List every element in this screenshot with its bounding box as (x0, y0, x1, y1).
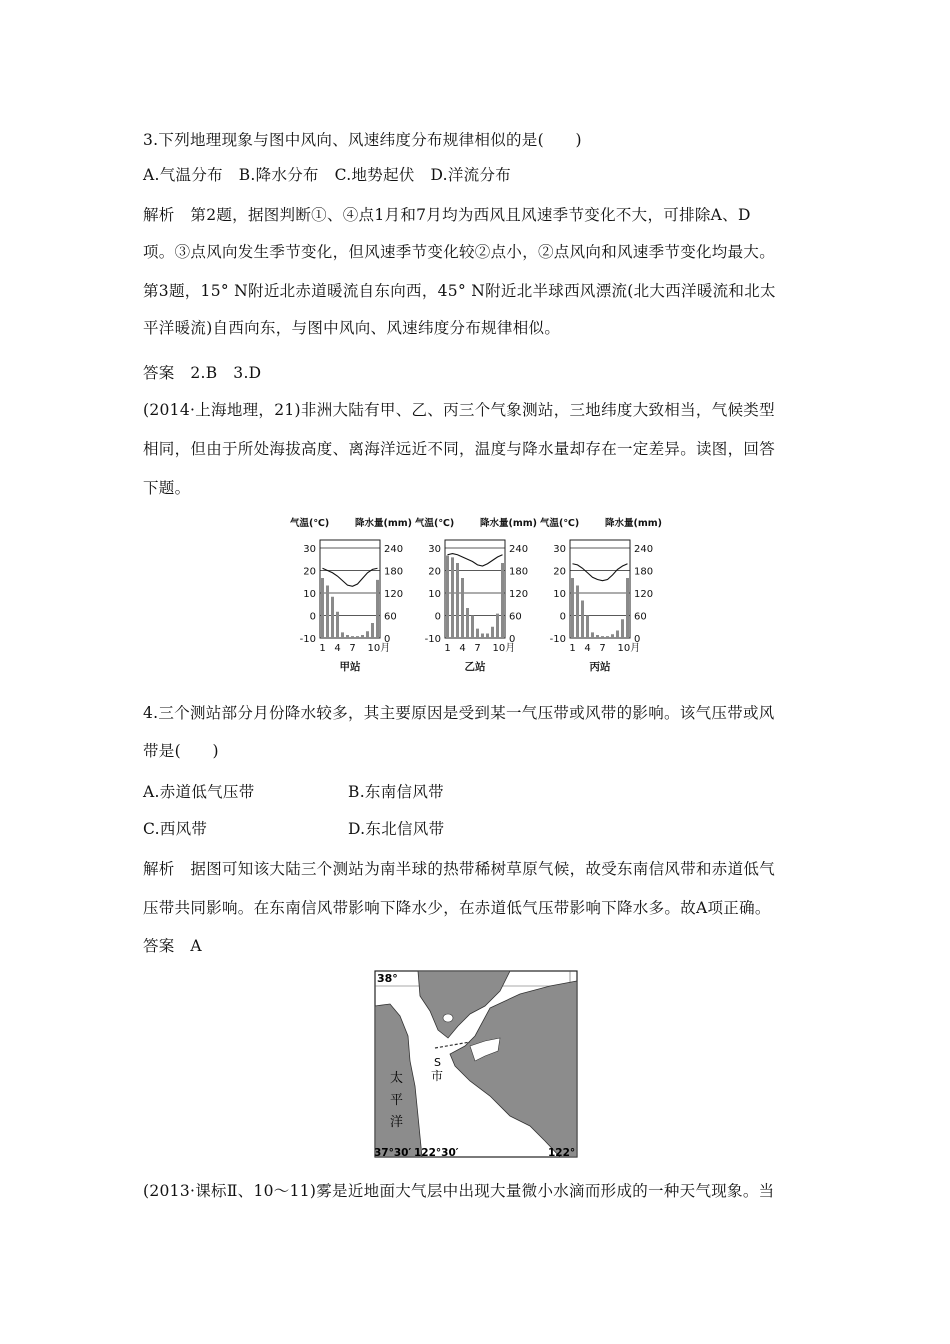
chart-bar-0-4 (341, 632, 344, 638)
chart-bar-0-6 (351, 636, 354, 638)
chart-bar-2-3 (586, 616, 589, 639)
chart-x-tick-0-0: 1 (319, 643, 326, 654)
chart-bar-0-3 (336, 612, 339, 638)
chart-bar-2-8 (611, 634, 614, 638)
climate-charts (280, 510, 680, 680)
chart-bar-1-4 (466, 608, 469, 638)
analysis1-line2: 项。③点风向发生季节变化，但风速季节变化较②点小，②点风向和风速季节变化均最大。 (143, 243, 776, 261)
answer1: 答案 2.B 3.D (143, 364, 262, 382)
chart-right-tick-2-1: 180 (634, 566, 654, 578)
chart-left-tick-2-1: 20 (553, 566, 566, 578)
chart-right-tick-1-3: 60 (509, 611, 522, 623)
chart-x-tick-2-3: 10月 (617, 643, 641, 654)
chart-temp-line-2 (573, 564, 628, 581)
chart-bar-0-7 (356, 636, 359, 638)
chart-bar-0-9 (366, 631, 369, 638)
chart-left-tick-1-4: -10 (424, 634, 441, 645)
chart-left-tick-0-0: 30 (303, 544, 316, 555)
chart-right-tick-2-4: 0 (634, 634, 641, 645)
chart-title-0: 甲站 (339, 661, 361, 673)
chart-left-axis-label-1: 气温(℃) (415, 518, 455, 529)
chart-right-tick-0-1: 180 (384, 566, 404, 578)
answer2: 答案 A (143, 937, 202, 955)
analysis1-line1: 解析 第2题，据图判断①、④点1月和7月均为西风且风速季节变化不大，可排除A、D (143, 206, 751, 224)
chart-right-tick-1-4: 0 (509, 634, 516, 645)
chart-bar-2-4 (591, 632, 594, 638)
chart-bar-0-8 (361, 635, 364, 638)
chart-right-tick-0-3: 60 (384, 611, 397, 623)
chart-left-tick-2-2: 10 (553, 589, 566, 600)
chart-left-tick-1-3: 0 (434, 611, 441, 623)
chart-bar-2-10 (621, 619, 624, 638)
chart-left-axis-label-2: 气温(℃) (540, 518, 580, 529)
chart-bar-0-11 (376, 580, 379, 638)
chart-x-tick-2-0: 1 (569, 643, 576, 654)
chart-right-tick-2-3: 60 (634, 611, 647, 623)
bay-map (370, 966, 582, 1166)
chart-x-tick-1-0: 1 (444, 643, 451, 654)
map-ocean-char-2: 平 (390, 1093, 404, 1108)
chart-bar-2-6 (601, 636, 604, 638)
chart-right-tick-0-2: 120 (384, 589, 404, 600)
chart-left-tick-2-3: 0 (559, 611, 566, 623)
q4-option-d: D.东北信风带 (348, 820, 445, 838)
chart-right-axis-label-0: 降水量(mm) (355, 518, 412, 529)
chart-right-tick-2-0: 240 (634, 544, 654, 555)
chart-title-1: 乙站 (464, 661, 486, 673)
chart-bar-1-10 (496, 614, 499, 638)
q4-stem1: 4.三个测站部分月份降水较多，其主要原因是受到某一气压带或风带的影响。该气压带或风 (143, 704, 775, 722)
map-lon-122: 122° (548, 1147, 576, 1159)
chart-x-tick-2-1: 4 (584, 643, 591, 654)
chart-temp-line-0 (323, 568, 378, 586)
island (443, 1014, 453, 1022)
chart-bar-2-5 (596, 635, 599, 638)
chart-bar-1-7 (481, 634, 484, 639)
map-lon-122-30: 122°30′ (414, 1147, 459, 1159)
q4-option-b: B.东南信风带 (348, 783, 444, 801)
chart-bar-0-2 (331, 597, 334, 638)
chart-right-tick-0-4: 0 (384, 634, 391, 645)
intro2014-line1: (2014·上海地理，21)非洲大陆有甲、乙、丙三个气象测站，三地纬度大致相当，气候类型 (143, 401, 775, 419)
chart-left-tick-0-4: -10 (299, 634, 316, 645)
chart-right-tick-2-2: 120 (634, 589, 654, 600)
chart-x-tick-2-2: 7 (599, 643, 606, 654)
chart-x-tick-0-3: 10月 (367, 643, 391, 654)
map-lat-37-30: 37°30′ (374, 1147, 412, 1159)
chart-left-tick-1-1: 20 (428, 566, 441, 578)
chart-x-tick-1-3: 10月 (492, 643, 516, 654)
q3-stem: 3.下列地理现象与图中风向、风速纬度分布规律相似的是( ) (143, 131, 582, 149)
map-city-shi: 市 (431, 1069, 444, 1083)
chart-bar-2-2 (581, 601, 584, 639)
intro2014-line2: 相同，但由于所处海拔高度、离海洋远近不同，温度与降水量却存在一定差异。读图，回答 (143, 440, 776, 458)
chart-bar-1-6 (476, 629, 479, 638)
chart-bar-0-0 (321, 578, 324, 638)
intro2014-line3: 下题。 (143, 479, 191, 497)
chart-right-tick-1-0: 240 (509, 544, 529, 555)
q3-options: A.气温分布 B.降水分布 C.地势起伏 D.洋流分布 (143, 166, 512, 184)
chart-right-tick-1-1: 180 (509, 566, 529, 578)
chart-bar-1-0 (446, 556, 449, 639)
chart-bar-2-7 (606, 636, 609, 638)
chart-bar-0-10 (371, 623, 374, 638)
chart-left-axis-label-0: 气温(℃) (290, 518, 330, 529)
map-ocean-char-1: 太 (390, 1071, 404, 1086)
chart-bar-1-8 (486, 634, 489, 639)
analysis2-line1: 解析 据图可知该大陆三个测站为南半球的热带稀树草原气候，故受东南信风带和赤道低气 (143, 860, 776, 878)
chart-bar-1-1 (451, 557, 454, 638)
chart-right-tick-0-0: 240 (384, 544, 404, 555)
chart-bar-1-9 (491, 627, 494, 638)
chart-bar-2-9 (616, 631, 619, 639)
q4-option-c: C.西风带 (143, 820, 208, 838)
chart-x-tick-1-2: 7 (474, 643, 481, 654)
chart-left-tick-0-1: 20 (303, 566, 316, 578)
chart-left-tick-0-2: 10 (303, 589, 316, 600)
chart-x-tick-1-1: 4 (459, 643, 466, 654)
chart-bar-1-5 (471, 616, 474, 639)
map-city-s: S (434, 1056, 441, 1069)
q4-option-a: A.赤道低气压带 (143, 783, 255, 801)
chart-bar-0-5 (346, 635, 349, 638)
analysis1-line3: 第3题，15° N附近北赤道暖流自东向西，45° N附近北半球西风漂流(北大西洋暖流和北太 (143, 282, 776, 300)
chart-title-2: 丙站 (589, 661, 611, 673)
chart-bar-2-1 (576, 586, 579, 639)
chart-x-tick-0-2: 7 (349, 643, 356, 654)
intro2013: (2013·课标Ⅱ、10～11)雾是近地面大气层中出现大量微小水滴而形成的一种天气现象。当 (143, 1182, 775, 1200)
map-lat-38: 38° (377, 972, 398, 985)
chart-left-tick-2-4: -10 (549, 634, 566, 645)
chart-right-tick-1-2: 120 (509, 589, 529, 600)
chart-bar-2-11 (626, 578, 629, 638)
chart-right-axis-label-2: 降水量(mm) (605, 518, 662, 529)
chart-x-tick-0-1: 4 (334, 643, 341, 654)
chart-bar-1-11 (501, 563, 504, 638)
q4-stem2: 带是( ) (143, 742, 219, 760)
chart-left-tick-2-0: 30 (553, 544, 566, 555)
chart-right-axis-label-1: 降水量(mm) (480, 518, 537, 529)
chart-left-tick-1-0: 30 (428, 544, 441, 555)
analysis1-line4: 平洋暖流)自西向东，与图中风向、风速纬度分布规律相似。 (143, 319, 561, 337)
map-ocean-char-3: 洋 (390, 1115, 404, 1130)
chart-bar-2-0 (571, 578, 574, 638)
chart-temp-line-1 (448, 554, 503, 566)
chart-bar-1-3 (461, 578, 464, 638)
chart-bar-0-1 (326, 586, 329, 639)
chart-left-tick-1-2: 10 (428, 589, 441, 600)
analysis2-line2: 压带共同影响。在东南信风带影响下降水少，在赤道低气压带影响下降水多。故A项正确。 (143, 899, 771, 917)
chart-bar-1-2 (456, 563, 459, 638)
chart-left-tick-0-3: 0 (309, 611, 316, 623)
